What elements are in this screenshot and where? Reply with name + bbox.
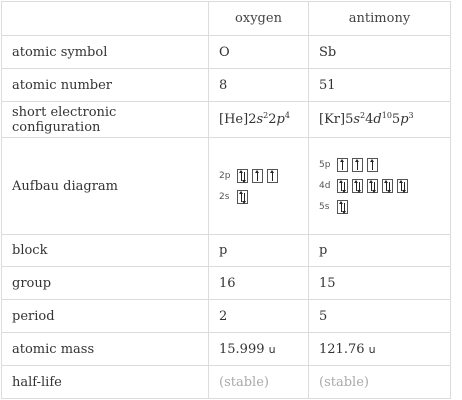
row-group	[2, 267, 451, 300]
spin-down-arrow-icon	[359, 182, 360, 191]
antimony-mass	[309, 333, 451, 366]
orbital-box	[252, 169, 263, 183]
config-orbital: s	[256, 112, 264, 127]
oxygen-period: 2	[209, 300, 309, 333]
config-n: 5	[345, 112, 354, 127]
orbital-label: 5s	[319, 202, 330, 212]
spin-down-arrow-icon	[374, 182, 375, 191]
oxygen-number: 8	[209, 69, 309, 102]
orbital-box	[382, 179, 393, 193]
orbital-label: 2s	[219, 191, 230, 202]
orbital-box	[267, 169, 278, 183]
oxygen-half-life: (stable)	[209, 366, 309, 399]
orbital-row	[219, 165, 308, 186]
config-count: 2	[263, 111, 269, 120]
row-label: period	[2, 300, 209, 333]
config-core: [Kr]	[319, 112, 346, 127]
row-aufbau	[2, 138, 451, 235]
row-electron-config	[2, 102, 451, 138]
orbital-row	[319, 176, 450, 197]
row-atomic-number	[2, 69, 451, 102]
orbital-box	[337, 158, 348, 172]
spin-down-arrow-icon	[389, 182, 390, 191]
row-block	[2, 235, 451, 267]
oxygen-mass	[209, 333, 309, 366]
antimony-block: p	[309, 235, 451, 267]
antimony-group: 15	[309, 267, 451, 300]
orbital-box	[237, 190, 248, 204]
spin-down-arrow-icon	[244, 193, 245, 202]
element-comparison-table	[1, 1, 451, 399]
header-empty-cell	[2, 2, 209, 36]
antimony-half-life: (stable)	[309, 366, 451, 399]
orbital-row	[319, 155, 450, 176]
antimony-period: 5	[309, 300, 451, 333]
row-label: block	[2, 235, 209, 267]
orbital-box	[367, 158, 378, 172]
config-n: 4	[365, 112, 374, 127]
config-n: 2	[268, 112, 277, 127]
row-label: atomic symbol	[2, 36, 209, 69]
row-label: half-life	[2, 366, 209, 399]
spin-up-arrow-icon	[342, 161, 343, 170]
config-count: 3	[408, 111, 414, 120]
row-label: group	[2, 267, 209, 300]
oxygen-group: 16	[209, 267, 309, 300]
oxygen-aufbau-diagram	[209, 138, 309, 235]
orbital-row	[219, 186, 308, 207]
row-label: Aufbau diagram	[2, 138, 209, 235]
config-orbital: s	[353, 112, 361, 127]
mass-unit: u	[368, 342, 376, 356]
orbital-box	[337, 200, 348, 214]
row-period	[2, 300, 451, 333]
antimony-number: 51	[309, 69, 451, 102]
row-label: short electronic configuration	[2, 102, 209, 138]
config-core: [He]	[219, 112, 249, 127]
oxygen-block: p	[209, 235, 309, 267]
mass-value: 15.999	[219, 341, 265, 357]
mass-unit: u	[268, 342, 276, 356]
orbital-box	[367, 179, 378, 193]
aufbau-diagram	[319, 155, 450, 218]
spin-up-arrow-icon	[372, 161, 373, 170]
row-label: atomic mass	[2, 333, 209, 366]
config-n: 5	[391, 112, 401, 127]
spin-down-arrow-icon	[404, 182, 405, 191]
orbital-box	[237, 169, 248, 183]
orbital-box	[352, 179, 363, 193]
spin-up-arrow-icon	[357, 161, 358, 170]
config-orbital: p	[400, 112, 409, 127]
orbital-box	[337, 179, 348, 193]
spin-up-arrow-icon	[272, 172, 273, 181]
aufbau-diagram	[219, 165, 308, 207]
row-half-life	[2, 366, 451, 399]
oxygen-symbol: O	[209, 36, 309, 69]
antimony-symbol: Sb	[309, 36, 451, 69]
row-atomic-symbol	[2, 36, 451, 69]
config-count: 2	[360, 111, 366, 120]
spin-down-arrow-icon	[244, 172, 245, 181]
header-row	[2, 2, 451, 36]
mass-value: 121.76	[319, 341, 365, 357]
config-orbital: p	[276, 112, 285, 127]
spin-down-arrow-icon	[344, 203, 345, 212]
header-oxygen: oxygen	[209, 2, 309, 36]
spin-up-arrow-icon	[257, 172, 258, 181]
config-count: 10	[381, 111, 392, 120]
header-antimony: antimony	[309, 2, 451, 36]
orbital-label: 5p	[319, 160, 331, 170]
orbital-row	[319, 197, 450, 218]
orbital-label: 2p	[219, 170, 231, 181]
oxygen-config	[209, 102, 309, 138]
config-orbital: d	[373, 112, 382, 127]
antimony-aufbau-diagram	[309, 138, 451, 235]
row-label: atomic number	[2, 69, 209, 102]
orbital-box	[352, 158, 363, 172]
orbital-box	[397, 179, 408, 193]
config-count: 4	[284, 111, 290, 120]
antimony-config	[309, 102, 451, 138]
orbital-label: 4d	[319, 181, 331, 191]
spin-down-arrow-icon	[344, 182, 345, 191]
config-n: 2	[248, 112, 257, 127]
row-atomic-mass	[2, 333, 451, 366]
